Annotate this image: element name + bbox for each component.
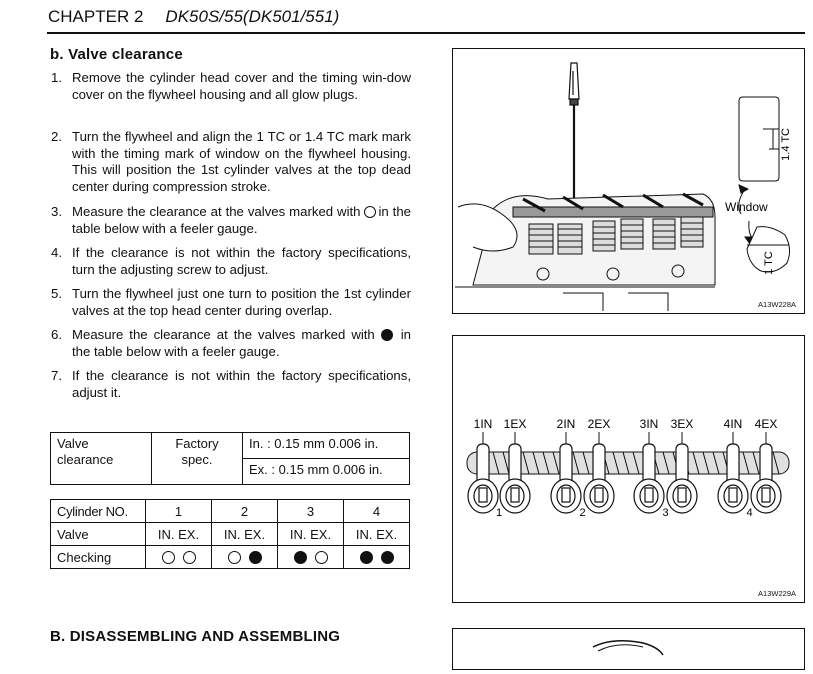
- label-line: Valve: [57, 436, 89, 451]
- table-row: [51, 546, 410, 569]
- step-5: [51, 286, 411, 319]
- valve-label: 2IN: [556, 417, 576, 431]
- checking-cell: [212, 546, 278, 569]
- table-row: [51, 523, 410, 546]
- filled-circle-mark: [360, 551, 373, 564]
- valve-label: 4IN: [723, 417, 743, 431]
- step-number: 3.: [51, 204, 62, 219]
- step-6: [51, 327, 411, 360]
- checking-cell: [146, 546, 212, 569]
- step-text: If the clearance is not within the factory specifications, adjust it.: [72, 368, 411, 400]
- step-number: 7.: [51, 368, 62, 383]
- section-title-valve-clearance: b. Valve clearance: [50, 46, 183, 63]
- table-cell: 2: [212, 500, 278, 523]
- ex-clearance-value: Ex. : 0.15 mm 0.006 in.: [243, 459, 410, 485]
- filled-circle-mark: [294, 551, 307, 564]
- step-text-part: in the table below with a feeler gauge.: [72, 327, 412, 359]
- step-text: Turn the flywheel just one turn to position the 1st cylinder valves at the top head center during overlap.: [72, 286, 411, 318]
- cylinder-number: 1: [495, 507, 503, 519]
- figure-code: A13W228A: [758, 300, 796, 309]
- in-clearance-value: In. : 0.15 mm 0.006 in.: [243, 433, 410, 459]
- table-cell: IN. EX.: [344, 523, 410, 546]
- valve-label: 4EX: [754, 417, 778, 431]
- valve-label: 1IN: [473, 417, 493, 431]
- step-number: 6.: [51, 327, 62, 342]
- valve-clearance-table: [50, 432, 410, 485]
- filled-circle-mark: [381, 329, 393, 341]
- table-cell: Valve: [51, 523, 146, 546]
- step-number: 1.: [51, 70, 62, 85]
- table-cell: 1: [146, 500, 212, 523]
- valve-label: 1EX: [503, 417, 527, 431]
- figure-flywheel-timing: [452, 48, 805, 314]
- filled-circle-mark: [381, 551, 394, 564]
- cylinder-number: 3: [662, 507, 669, 519]
- step-text-part: in the table below with a feeler gauge.: [72, 204, 411, 236]
- model-label: DK50S/55(DK501/551): [165, 7, 340, 26]
- mark-14tc-label: 1.4 TC: [780, 128, 792, 161]
- step-text: If the clearance is not within the factory specifications, turn the adjusting screw to adjust.: [72, 245, 411, 277]
- table-cell: IN. EX.: [212, 523, 278, 546]
- open-circle-mark: [364, 206, 376, 218]
- engine-valve-illustration: [453, 49, 804, 313]
- valve-label: 3EX: [670, 417, 694, 431]
- cylinder-checking-table: [50, 499, 410, 569]
- figure-valve-arrangement: [452, 335, 805, 603]
- label-line: spec.: [181, 451, 213, 467]
- table-row: [51, 500, 410, 523]
- filled-circle-mark: [249, 551, 262, 564]
- checking-cell: [278, 546, 344, 569]
- step-1: [51, 70, 411, 103]
- open-circle-mark: [183, 551, 196, 564]
- label-line: Factory: [175, 436, 219, 451]
- step-text: [72, 204, 411, 237]
- camshaft-valve-illustration: [453, 336, 804, 602]
- figure-disassembly: [452, 628, 805, 670]
- open-circle-mark: [162, 551, 175, 564]
- step-text: [72, 327, 411, 360]
- disassembly-illustration: [453, 629, 804, 669]
- step-number: 5.: [51, 286, 62, 301]
- step-text: Remove the cylinder head cover and the timing win-dow cover on the flywheel housing and all glow plugs.: [72, 70, 411, 102]
- step-text-part: Measure the clearance at the valves marked with: [72, 327, 375, 342]
- table-cell: IN. EX.: [278, 523, 344, 546]
- chapter-label: CHAPTER 2: [48, 7, 144, 26]
- step-number: 4.: [51, 245, 62, 260]
- window-label: Window: [725, 200, 768, 214]
- table-cell: Cylinder NO.: [51, 500, 146, 523]
- screwdriver-icon: [569, 63, 579, 209]
- mark-1tc-label: 1 TC: [763, 251, 775, 275]
- table-cell: 4: [344, 500, 410, 523]
- step-4: [51, 245, 411, 278]
- table-cell: IN. EX.: [146, 523, 212, 546]
- step-7: [51, 368, 411, 401]
- page-header: [48, 7, 339, 27]
- table-cell: Checking: [51, 546, 146, 569]
- valve-label: 2EX: [587, 417, 611, 431]
- cylinder-number: 2: [579, 507, 586, 519]
- step-text: Turn the flywheel and align the 1 TC or 1.4 TC mark mark with the timing mark of window on the flywheel housing. This will position the 1st cylinder valves at the top dead center during compression stroke.: [72, 129, 411, 194]
- step-2: [51, 129, 411, 195]
- figure-code: A13W229A: [758, 589, 796, 598]
- open-circle-mark: [228, 551, 241, 564]
- factory-spec-label: [152, 433, 243, 485]
- valve-label: 3IN: [639, 417, 659, 431]
- step-number: 2.: [51, 129, 62, 144]
- cylinder-head-drawing: [455, 194, 715, 311]
- cylinder-number: 4: [746, 507, 753, 519]
- table-cell: 3: [278, 500, 344, 523]
- step-text-part: Measure the clearance at the valves marked with: [72, 204, 361, 219]
- step-3: [51, 204, 411, 237]
- header-rule: [47, 32, 805, 34]
- label-line: clearance: [57, 451, 114, 467]
- checking-cell: [344, 546, 410, 569]
- open-circle-mark: [315, 551, 328, 564]
- section-title-disassembling: B. DISASSEMBLING AND ASSEMBLING: [50, 628, 341, 645]
- timing-mark-illustration: [739, 97, 790, 272]
- valve-clearance-label: [51, 433, 152, 485]
